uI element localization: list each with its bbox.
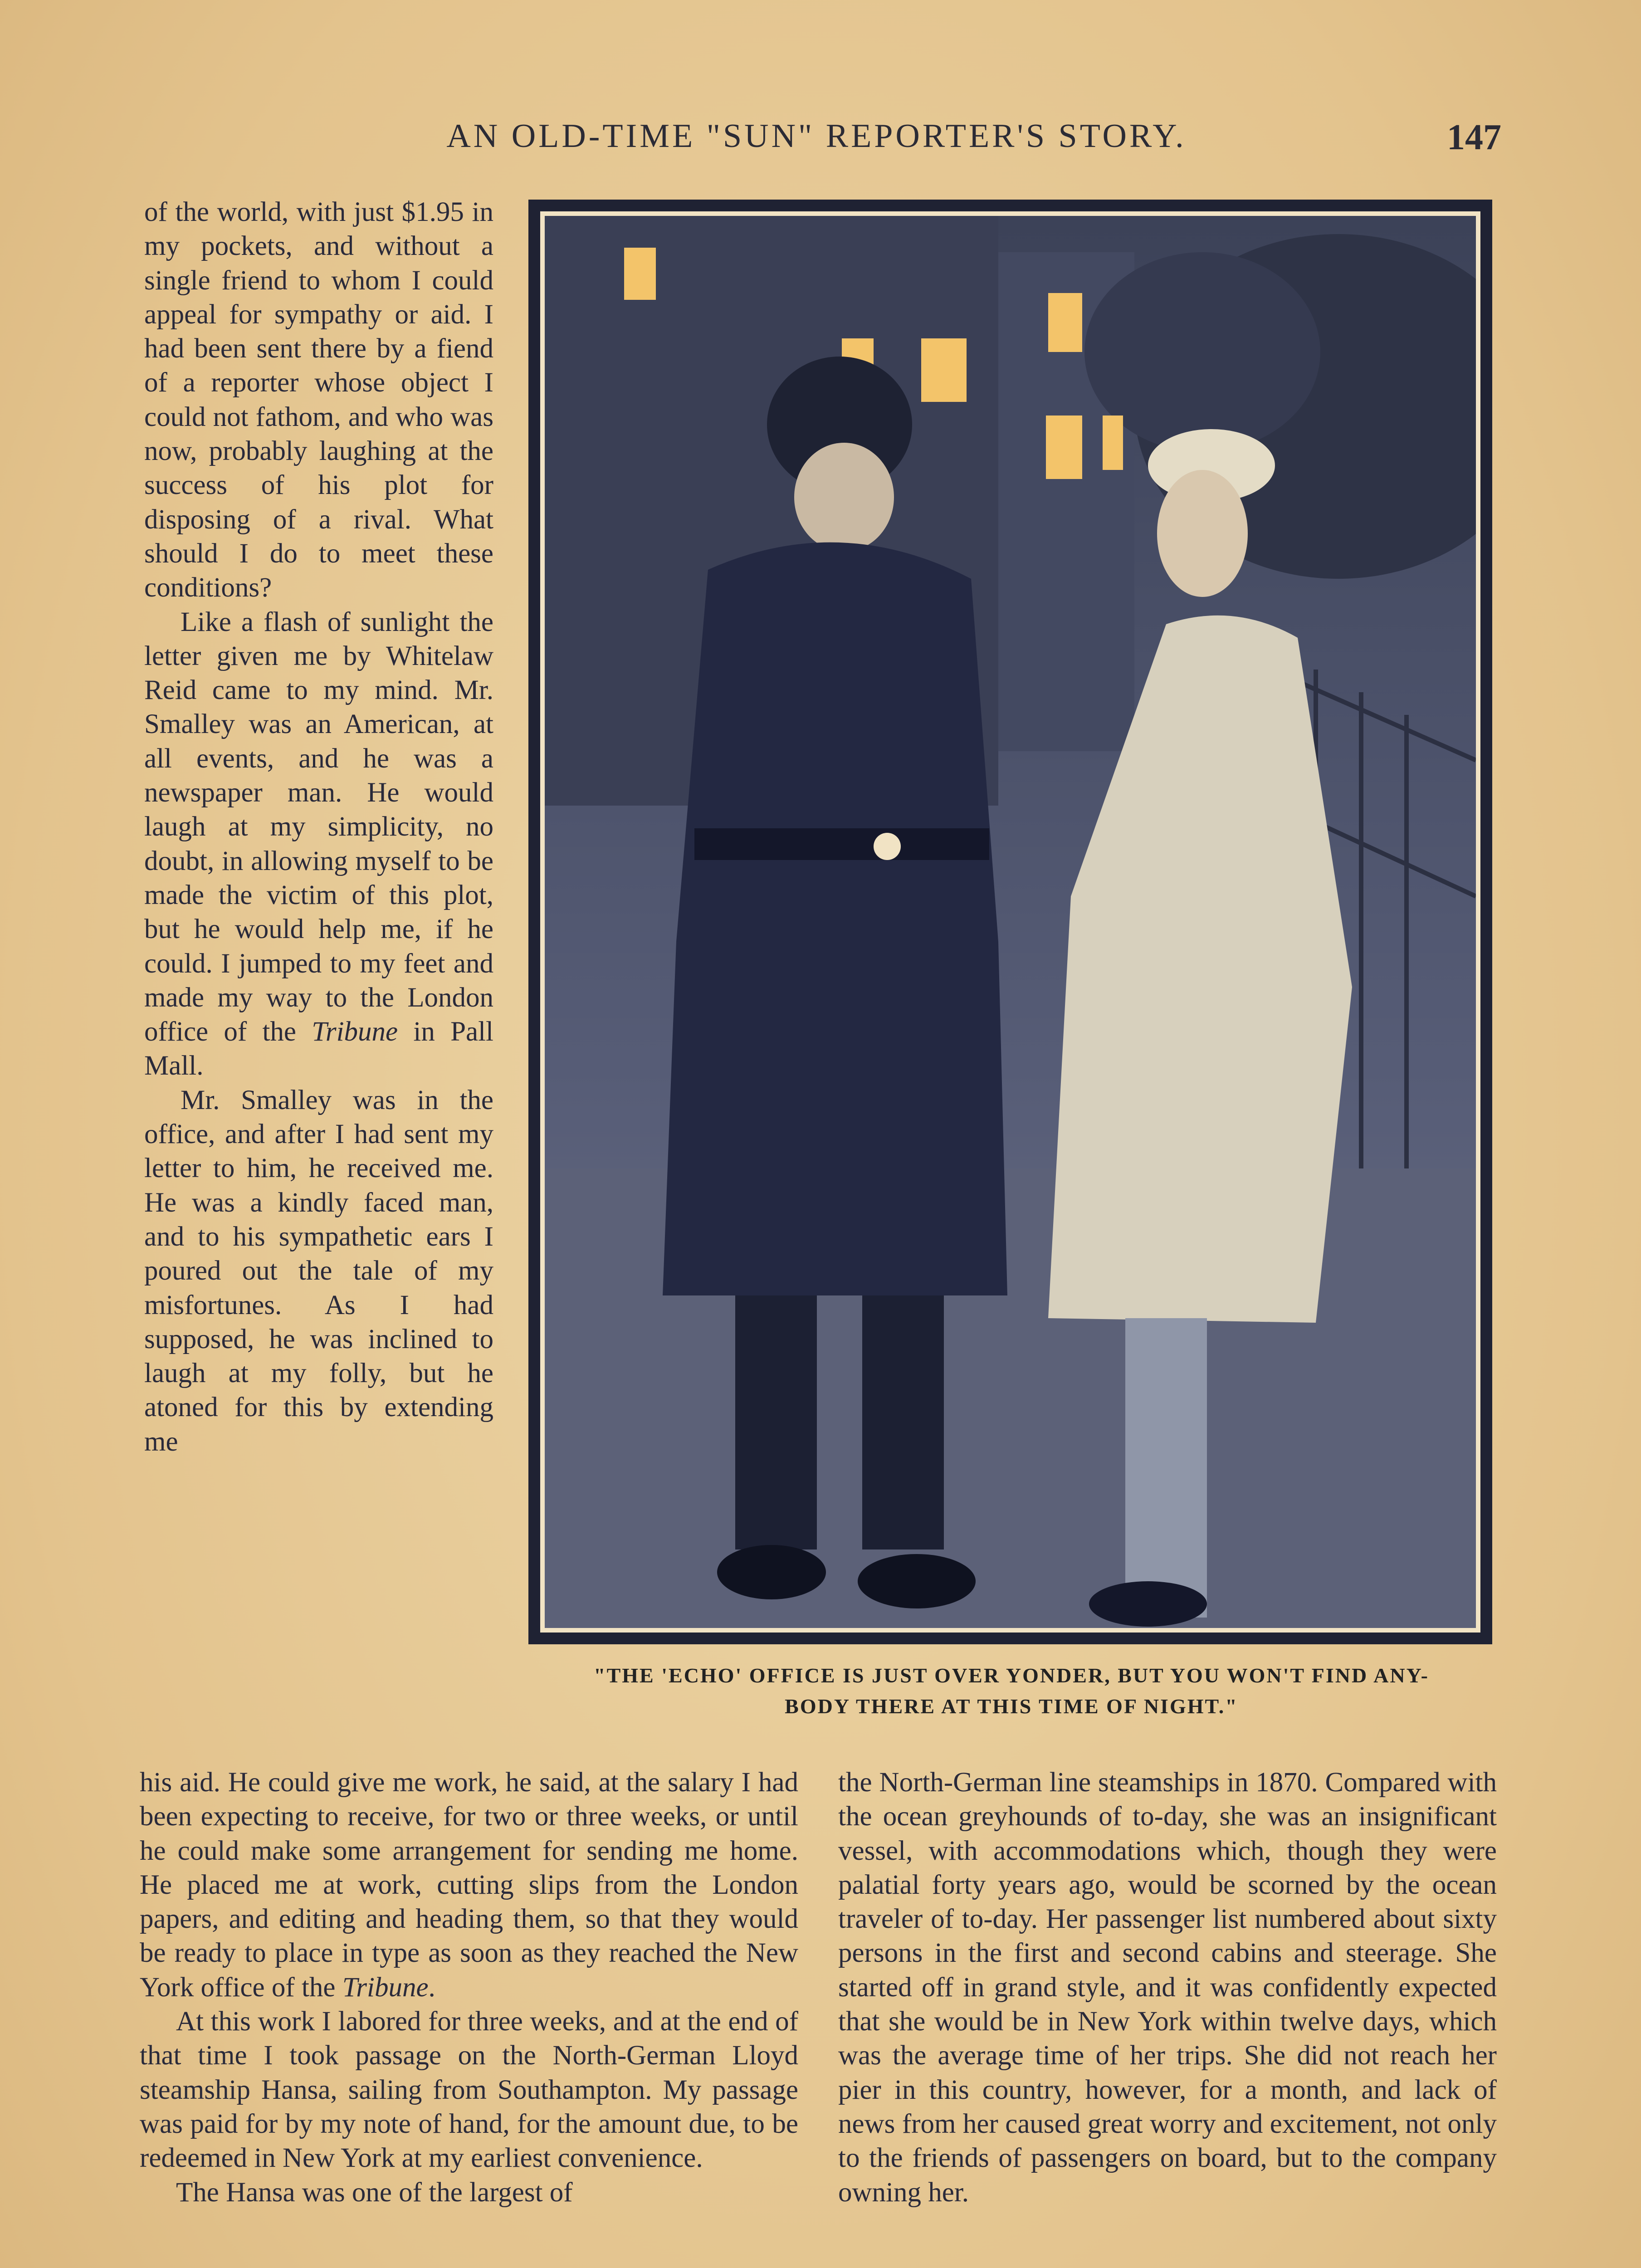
italic-newspaper-name: Tribune <box>342 1972 429 2003</box>
paragraph: The Hansa was one of the largest of <box>176 2177 573 2208</box>
illustration-panel <box>540 211 1480 1633</box>
lit-window <box>1048 293 1082 352</box>
paragraph <box>140 1765 798 2004</box>
lit-window <box>624 248 656 300</box>
lit-window <box>921 338 967 402</box>
lit-window <box>1103 415 1123 470</box>
caption-line: BODY THERE AT THIS TIME OF NIGHT." <box>785 1695 1238 1718</box>
paragraph-text: Like a flash of sunlight the letter given me by Whitelaw Reid came to my mind. Mr. Smalley was an American, at all events, and he was a newspaper man. He would laugh at my simplicity, no doubt, in allowing myself to be made the victim of this plot, but he would help me, if he could. I jumped to my feet and made my way to the London office of the <box>144 606 493 1047</box>
illustration-caption <box>531 1660 1492 1722</box>
running-title: AN OLD-TIME "SUN" REPORTER'S STORY. <box>446 117 1187 155</box>
paragraph-text: in Pall Mall. <box>144 1017 493 1081</box>
illustration-frame <box>528 200 1492 1644</box>
illustration-policeman-and-gentleman <box>545 216 1476 1628</box>
left-text-column <box>140 1765 798 2209</box>
lit-window <box>1046 415 1082 479</box>
narrow-text-column <box>144 195 493 1459</box>
paragraph <box>144 605 493 1083</box>
paragraph-text: . <box>428 1972 435 2003</box>
italic-newspaper-name: Tribune <box>312 1017 398 1047</box>
paragraph: Mr. Smalley was in the office, and after I had sent my letter to him, he received me. He was a kindly faced man, and to his sympathetic ears I poured out the tale of my misfortunes. As I had supposed, he was inclined to laugh at my folly, but he atoned for this by extending me <box>144 1085 493 1457</box>
caption-line: "THE 'ECHO' OFFICE IS JUST OVER YONDER, BUT YOU WON'T FIND ANY- <box>594 1664 1429 1687</box>
page-number: 147 <box>1447 117 1501 157</box>
paragraph: of the world, with just $1.95 in my pockets, and without a single friend to whom I could appeal for sympathy or aid. I had been sent there by a fiend of a reporter whose object I could not fathom, and who was now, probably laughing at the success of his plot for disposing of a rival. What should I do to meet these conditions? <box>144 197 493 603</box>
paragraph: At this work I labored for three weeks, and at the end of that time I took passage on the North-German Lloyd steamship Hansa, sailing from Southampton. My passage was paid for by my note of hand, for the amount due, to be redeemed in New York at my earliest convenience. <box>140 2006 798 2174</box>
paragraph: the North-German line steamships in 1870. Compared with the ocean greyhounds of to-day, she was an insignificant vessel, with accommodations which, though they were palatial forty years ago, would be scorned by the ocean traveler of to-day. Her passenger list numbered about sixty persons in the first and second cabins and steerage. She started off in grand style, and it was confidently expected that she would be in New York within twelve days, which was the average time of her trips. She did not reach her pier in this country, however, for a month, and lack of news from her caused great worry and excitement, not only to the friends of passengers on board, but to the company owning her. <box>838 1767 1497 2208</box>
paragraph-text: his aid. He could give me work, he said, at the salary I had been expecting to receive, for two or three weeks, or until he could make some arrangement for sending me home. He placed me at work, cutting slips from the London papers, and editing and heading them, so that they would be ready to place in type as soon as they reached the New York office of the <box>140 1767 798 2003</box>
right-text-column <box>838 1765 1497 2209</box>
